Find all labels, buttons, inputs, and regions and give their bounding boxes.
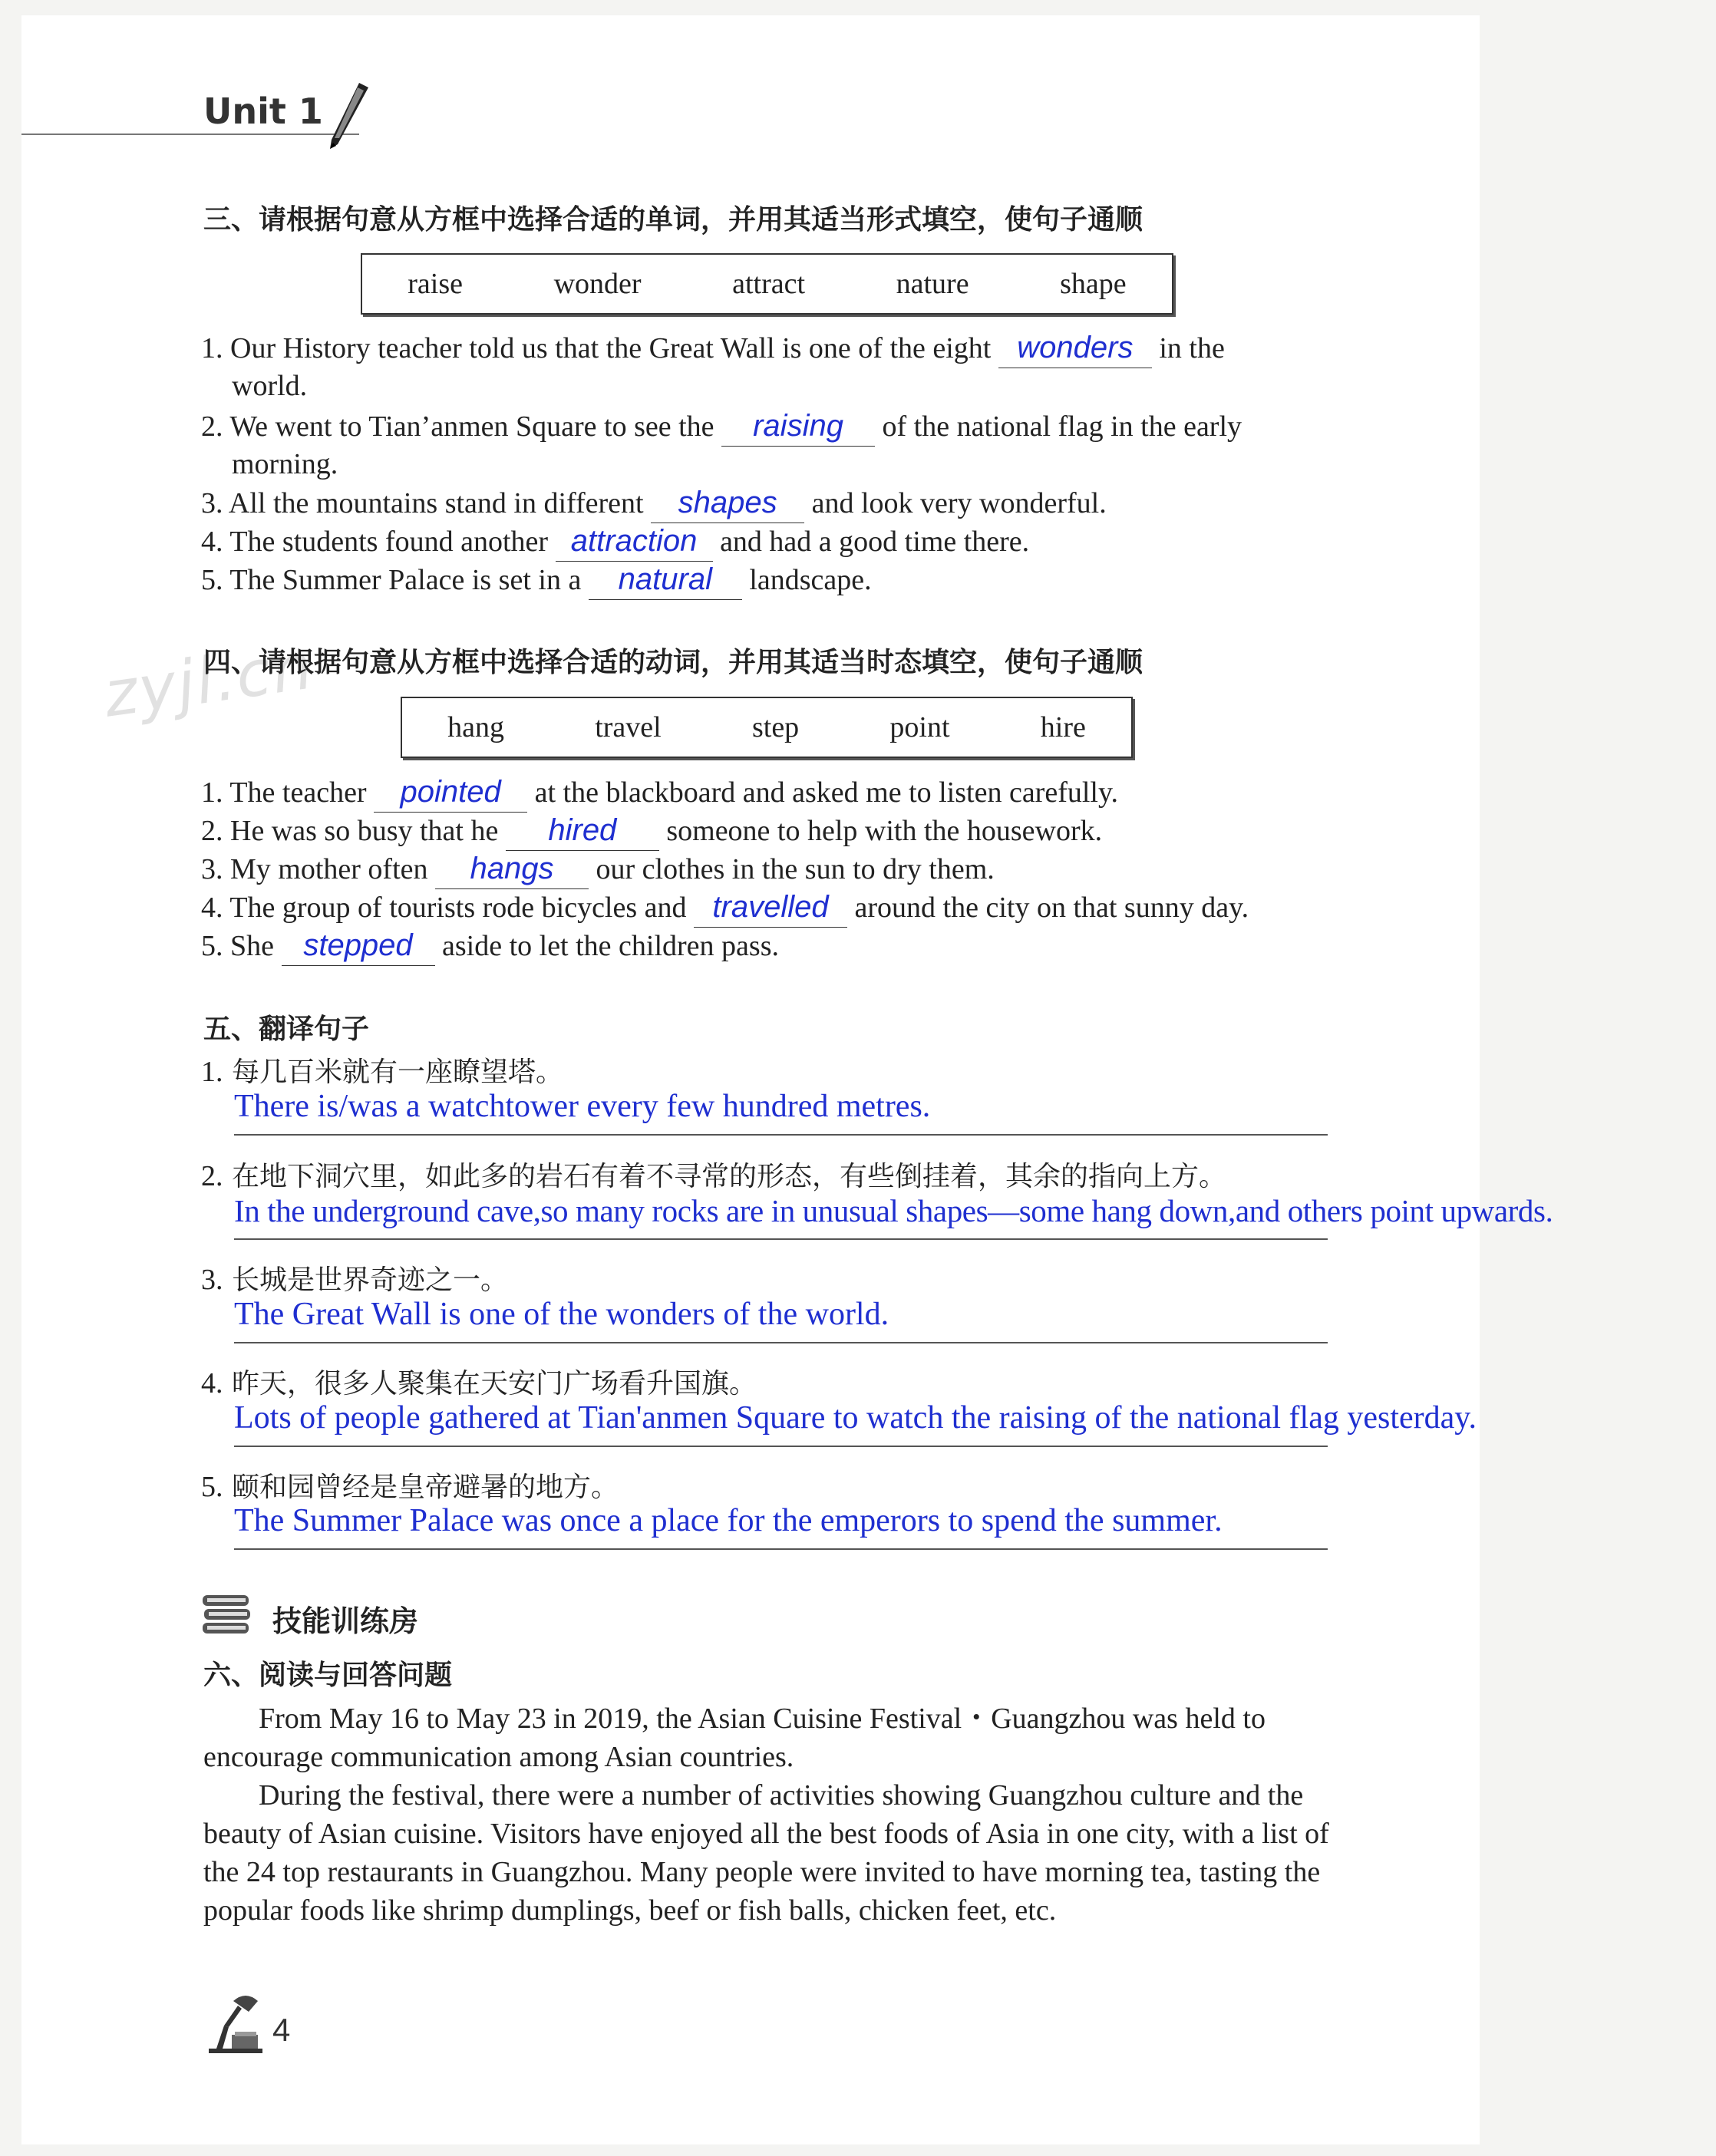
- translation-answer-3: The Great Wall is one of the wonders of the world.: [234, 1297, 889, 1332]
- section3-item-2: [201, 407, 1242, 447]
- item-text-after: of the national flag in the early: [882, 410, 1242, 443]
- section5-heading: 五、翻译句子: [203, 1014, 370, 1045]
- answer: travelled: [712, 890, 829, 924]
- chinese-sentence: 长城是世界奇迹之一。: [231, 1264, 508, 1296]
- answer-line: [234, 1342, 1328, 1343]
- answer-blank: [374, 773, 527, 813]
- section4-item-4: [201, 888, 1249, 928]
- item-number: 4.: [201, 1367, 223, 1399]
- word-box-item: step: [751, 711, 800, 743]
- item-number: 2.: [201, 1160, 223, 1192]
- item-text-before: The students found another: [229, 526, 549, 558]
- section4-heading: 四、请根据句意从方框中选择合适的动词，并用其适当时态填空，使句子通顺: [203, 647, 1143, 678]
- translation-answer-2: In the underground cave,so many rocks are in unusual shapes—some hang down,and others point upwards.: [234, 1193, 1553, 1228]
- answer: natural: [618, 562, 712, 596]
- item-text-after: around the city on that sunny day.: [854, 892, 1249, 924]
- item-text-after: in the: [1159, 332, 1225, 364]
- item-text-after: and look very wonderful.: [811, 487, 1107, 519]
- reading-lamp-icon: [201, 1987, 270, 2056]
- reading-paragraph-2: During the festival, there were a number of activities showing Guangzhou culture and the beauty of Asian cuisine. Visitors have enjoyed all the best foods of Asia in one city, with a list of the 24 top restaurants in Guangzhou. Many people were invited to have morning tea, tasting the popular foods like shrimp dumplings, beef or fish balls, chicken feet, etc.: [203, 1779, 1329, 1927]
- word-box-item: hire: [1040, 711, 1086, 743]
- section3-item-2-cont: morning.: [232, 448, 338, 480]
- section3-item-3: [201, 483, 1107, 523]
- item-number: 5.: [201, 1471, 223, 1503]
- chinese-sentence: 颐和园曾经是皇帝避暑的地方。: [231, 1472, 619, 1503]
- translation-prompt-5: [201, 1468, 619, 1507]
- answer: wonders: [1017, 331, 1134, 364]
- answer-blank: [589, 560, 742, 600]
- answer-line: [234, 1548, 1328, 1550]
- translation-prompt-3: [201, 1261, 508, 1300]
- item-text-before: She: [230, 930, 274, 962]
- answer-line: [234, 1238, 1328, 1240]
- word-box-item: point: [889, 711, 950, 743]
- section4-item-5: [201, 926, 779, 966]
- skills-section-title: 技能训练房: [272, 1604, 419, 1638]
- answer: attraction: [570, 524, 698, 558]
- item-number: 3.: [201, 1264, 223, 1296]
- item-number: 1.: [201, 776, 223, 809]
- section4-word-box: [401, 697, 1133, 758]
- section4-item-2: [201, 811, 1102, 851]
- section3-item-1-cont: world.: [232, 370, 308, 402]
- answer: hired: [548, 813, 617, 847]
- item-text-after: someone to help with the housework.: [666, 815, 1103, 847]
- item-number: 3.: [201, 853, 223, 885]
- item-text-before: All the mountains stand in different: [228, 487, 644, 519]
- item-number: 5.: [201, 930, 223, 962]
- translation-answer-1: There is/was a watchtower every few hundred metres.: [234, 1089, 931, 1124]
- unit-title: Unit 1: [203, 91, 323, 132]
- answer-line: [234, 1446, 1328, 1447]
- word-box-item: wonder: [553, 268, 642, 300]
- item-number: 1.: [201, 1056, 223, 1088]
- answer-blank: [721, 407, 875, 447]
- section3-heading: 三、请根据句意从方框中选择合适的单词，并用其适当形式填空，使句子通顺: [203, 204, 1143, 236]
- header-rule: [21, 134, 359, 135]
- books-icon: [201, 1592, 253, 1638]
- translation-prompt-4: [201, 1364, 757, 1403]
- item-text-after: and had a good time there.: [720, 526, 1030, 558]
- answer-blank: [556, 522, 713, 562]
- translation-answer-4: Lots of people gathered at Tian'anmen Square to watch the raising of the national flag yesterday.: [234, 1400, 1477, 1436]
- item-text-before: We went to Tian’anmen Square to see the: [229, 410, 714, 443]
- item-text-before: The teacher: [229, 776, 367, 809]
- answer: shapes: [678, 486, 777, 519]
- answer: hangs: [470, 852, 554, 885]
- answer-blank: [651, 483, 804, 523]
- section4-item-1: [201, 773, 1118, 813]
- answer-blank: [435, 849, 589, 889]
- word-box-item: shape: [1060, 268, 1127, 300]
- item-text-after: aside to let the children pass.: [442, 930, 779, 962]
- watermark: zyjl.cn: [99, 630, 318, 732]
- translation-prompt-2: [201, 1157, 1226, 1196]
- section4-item-3: [201, 849, 995, 889]
- item-text-before: Our History teacher told us that the Great Wall is one of the eight: [230, 332, 992, 364]
- item-text-after: at the blackboard and asked me to listen carefully.: [534, 776, 1119, 809]
- answer: stepped: [303, 928, 413, 962]
- item-text-after: landscape.: [749, 564, 872, 596]
- translation-prompt-1: [201, 1053, 563, 1092]
- item-text-before: The Summer Palace is set in a: [229, 564, 582, 596]
- section3-item-5: [201, 560, 872, 600]
- reading-paragraph-1: From May 16 to May 23 in 2019, the Asian Cuisine Festival・Guangzhou was held to encourage communication among Asian countries.: [203, 1703, 1266, 1773]
- word-box-item: raise: [408, 268, 464, 300]
- section3-item-1: [201, 328, 1225, 368]
- word-box-item: attract: [732, 268, 806, 300]
- answer-line: [234, 1134, 1328, 1136]
- word-box-item: hang: [447, 711, 504, 743]
- section3-item-4: [201, 522, 1029, 562]
- page-number: 4: [272, 2012, 291, 2048]
- item-number: 4.: [201, 892, 223, 924]
- answer: pointed: [400, 775, 501, 809]
- item-text-before: My mother often: [230, 853, 428, 885]
- item-number: 5.: [201, 564, 223, 596]
- item-number: 4.: [201, 526, 223, 558]
- section3-word-box: [361, 253, 1173, 315]
- chinese-sentence: 每几百米就有一座瞭望塔。: [231, 1057, 563, 1088]
- item-number: 1.: [201, 332, 223, 364]
- item-text-before: He was so busy that he: [230, 815, 499, 847]
- item-number: 3.: [201, 487, 223, 519]
- chinese-sentence: 昨天，很多人聚集在天安门广场看升国旗。: [231, 1368, 757, 1399]
- word-box-item: nature: [896, 268, 969, 300]
- item-number: 2.: [201, 410, 223, 443]
- answer-blank: [998, 328, 1152, 368]
- answer-blank: [694, 888, 847, 928]
- item-text-after: our clothes in the sun to dry them.: [596, 853, 995, 885]
- translation-answer-5: The Summer Palace was once a place for the emperors to spend the summer.: [234, 1503, 1223, 1538]
- item-number: 2.: [201, 815, 223, 847]
- section6-heading: 六、阅读与回答问题: [203, 1660, 453, 1691]
- answer: raising: [753, 409, 843, 443]
- word-box-item: travel: [595, 711, 662, 743]
- item-text-before: The group of tourists rode bicycles and: [229, 892, 687, 924]
- pen-icon: [315, 77, 376, 153]
- answer-blank: [282, 926, 435, 966]
- answer-blank: [506, 811, 659, 851]
- chinese-sentence: 在地下洞穴里，如此多的岩石有着不寻常的形态，有些倒挂着，其余的指向上方。: [231, 1161, 1226, 1192]
